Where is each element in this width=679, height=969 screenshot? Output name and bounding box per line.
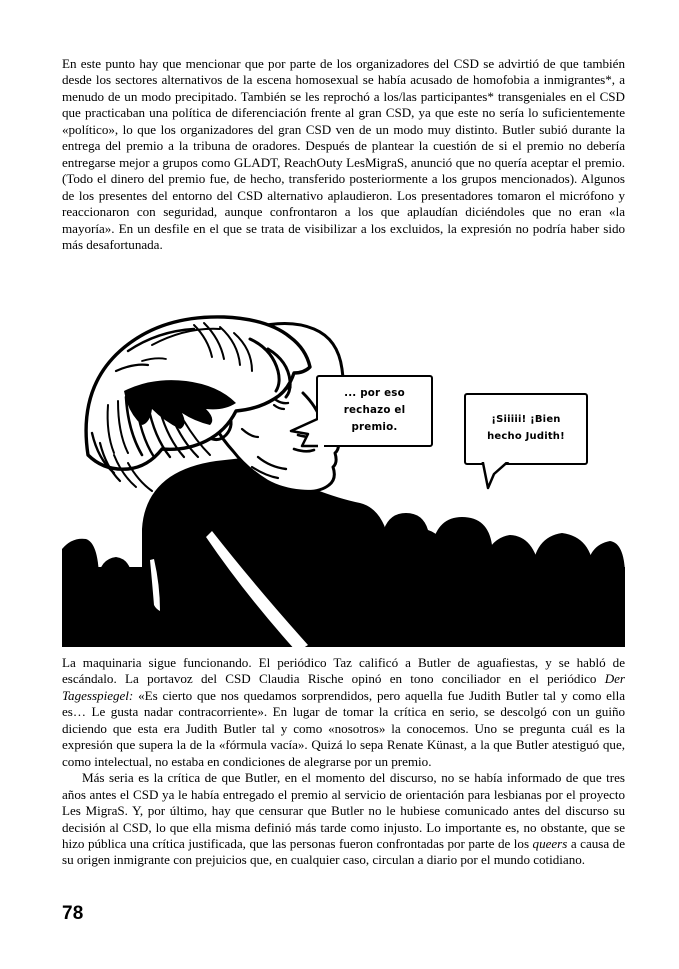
speech-bubble-butler bbox=[316, 375, 433, 447]
paragraph-bottom-2 bbox=[62, 770, 625, 869]
bottom-text-column bbox=[62, 655, 625, 869]
speech-bubble-2-tail bbox=[478, 458, 520, 496]
para-b2-seg1: Más seria es la crítica de que Butler, en el momento del discurso, no se había informado de que tres años antes el CSD ya le había entregado el premio al servicio de orientación para lesbianas por el proyecto Les MigraS. Y, por último, hay que censurar que Butler no le hubiese comunicado antes del discurso su decisión al CSD, lo que ella misma definió más tarde como injusto. Lo importante es, no obstante, que se hizo pública una crítica justificada, que las personas fueron confrontadas por parte de los bbox=[62, 770, 625, 851]
para-b1-seg1: La maquinaria sigue funcionando. El periódico Taz calificó a Butler de aguafiestas, y se habló de escándalo. La portavoz del CSD Claudia Rische opinó en tono conciliador en el periódico bbox=[62, 655, 625, 687]
para-b2-seg2: a causa de su origen inmigrante con prejuicios que, en cualquier caso, circulan a diario por el mundo cotidiano. bbox=[62, 835, 625, 868]
para-b1-seg2: «Es cierto que nos quedamos sorprendidos, pero aquella fue Judith Butler tal y como ella es… Le gusta nadar contracorriente». En lugar de tomar la crítica en serio, se descolgó con un guiño diciendo que esta era Judith Butler tal y como «nosotros» la conocemos. Uno se pregunta cuál es la expresión que supera la de la «fórmula vacía». Quizá lo sepa Renate Künast, a la que Butler atestiguó que, como intelectual, no estaba en condiciones de alegrarse por un premio. bbox=[62, 687, 625, 769]
page-number: 78 bbox=[62, 903, 84, 924]
bubble-2-line-1: ¡Siiiii! ¡Bien bbox=[491, 414, 561, 425]
top-text-column bbox=[62, 56, 625, 253]
paragraph-top: En este punto hay que mencionar que por parte de los organizadores del CSD se advirtió de que también desde los sectores alternativos de la escena homosexual se había acusado de homofobia a inmigrantes*, a menudo de un modo precipitado. También se les reprochó a los/las participantes* transgeniales en el CSD que practicaban una política de diferenciación frente al gran CSD, ya que este no sería lo suficientemente «político», lo que los organizadores del gran CSD ven de un modo muy distinto. Butler subió durante la entrega del premio a la tribuna de oradores. Después de plantear la cuestión de si el premio no debería entregarse mejor a grupos como GLADT, ReachOuty LesMigraS, anunció que no quería aceptar el premio. (Todo el dinero del premio fue, de hecho, transferido posteriormente a los grupos mencionados). Algunos de los presentes del entorno del CSD alternativo aplaudieron. Los presentadores tomaron el micrófono y reaccionaron con seguridad, aunque confrontaron a los que aplaudían diciéndoles que no eran «la mayoría». En un desfile en el que se trata de visibilizar a los excluidos, la expresión no podría haber sido más desafortunada. bbox=[62, 56, 625, 252]
illustration-artwork bbox=[62, 305, 625, 647]
para-b2-italic: queers bbox=[532, 835, 568, 851]
bubble-1-line-3: premio. bbox=[351, 421, 398, 433]
bubble-2-line-2: hecho Judith! bbox=[487, 431, 565, 442]
bubble-1-line-2: rechazo el bbox=[343, 404, 406, 416]
speech-bubble-crowd bbox=[464, 393, 588, 465]
speech-bubble-1-tail bbox=[288, 414, 324, 448]
comic-illustration bbox=[62, 305, 625, 647]
para-b1-italic: Der Tagesspiegel: bbox=[62, 671, 625, 703]
bubble-1-line-1: ... por eso bbox=[344, 387, 405, 399]
paragraph-bottom-1 bbox=[62, 655, 625, 770]
